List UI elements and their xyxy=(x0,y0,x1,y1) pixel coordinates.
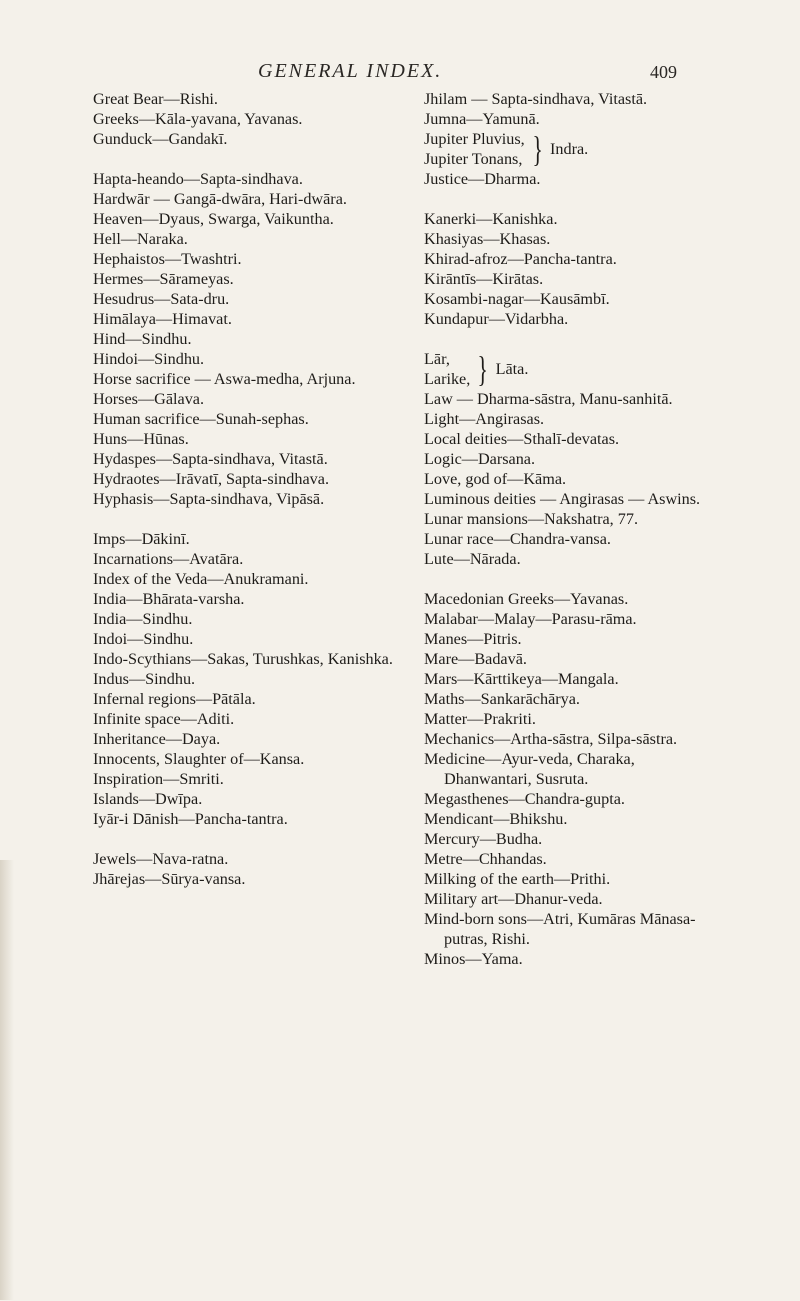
index-entry: Kirāntīs—Kirātas. xyxy=(424,270,544,288)
index-entry: Jupiter Tonans, xyxy=(424,150,523,168)
index-entry: Khasiyas—Khasas. xyxy=(424,230,551,248)
index-entry: Maths—Sankarāchārya. xyxy=(424,690,580,708)
index-entry: India—Sindhu. xyxy=(93,610,193,628)
index-entry: Mercury—Budha. xyxy=(424,830,543,848)
index-entry: Malabar—Malay—Parasu-rāma. xyxy=(424,610,637,628)
index-entry: Jewels—Nava-ratna. xyxy=(93,850,229,868)
index-entry: Inspiration—Smriti. xyxy=(93,770,224,788)
index-entry: Lār, xyxy=(424,350,450,368)
section-gap xyxy=(93,829,473,849)
bracket-target: Indra. xyxy=(550,140,589,158)
index-entry: Mechanics—Artha-sāstra, Silpa-sāstra. xyxy=(424,730,678,748)
index-entry: Law — Dharma-sāstra, Manu-sanhitā. xyxy=(424,390,673,408)
right-index-column xyxy=(424,89,714,969)
index-entry: Innocents, Slaughter of—Kansa. xyxy=(93,750,305,768)
index-entry: India—Bhārata-varsha. xyxy=(93,590,245,608)
index-entry: Indus—Sindhu. xyxy=(93,670,196,688)
index-entry: Larike, xyxy=(424,370,471,388)
bracket-target: Lāta. xyxy=(495,360,529,378)
index-entry: Jumna—Yamunā. xyxy=(424,110,540,128)
index-entry: Justice—Dharma. xyxy=(424,170,541,188)
index-entry: Kundapur—Vidarbha. xyxy=(424,310,569,328)
index-entry: Matter—Prakriti. xyxy=(424,710,536,728)
index-entry: Mars—Kārttikeya—Mangala. xyxy=(424,670,619,688)
section-gap xyxy=(424,329,714,349)
lar-bracket-group xyxy=(424,349,714,389)
index-entry: Hermes—Sārameyas. xyxy=(93,270,234,288)
index-entry: Huns—Hūnas. xyxy=(93,430,189,448)
index-entry: Megasthenes—Chandra-gupta. xyxy=(424,790,625,808)
index-entry: Index of the Veda—Anukramani. xyxy=(93,570,309,588)
index-entry: Horse sacrifice — Aswa-medha, Arjuna. xyxy=(93,370,356,388)
section-gap xyxy=(93,509,473,529)
index-entry: Luminous deities — Angirasas — Aswins. xyxy=(424,490,701,508)
section-gap xyxy=(93,149,473,169)
index-entry: Indoi—Sindhu. xyxy=(93,630,194,648)
index-entry: Infernal regions—Pātāla. xyxy=(93,690,256,708)
running-title: GENERAL INDEX. xyxy=(258,60,443,82)
section-gap xyxy=(424,569,714,589)
index-entry: Military art—Dhanur-veda. xyxy=(424,890,603,908)
index-entry: Gunduck—Gandakī. xyxy=(93,130,228,148)
index-entry: Kosambi-nagar—Kausāmbī. xyxy=(424,290,610,308)
index-entry: Hapta-heando—Sapta-sindhava. xyxy=(93,170,303,188)
index-entry: Islands—Dwīpa. xyxy=(93,790,203,808)
index-entry: Macedonian Greeks—Yavanas. xyxy=(424,590,629,608)
index-entry: Metre—Chhandas. xyxy=(424,850,547,868)
index-entry: Infinite space—Aditi. xyxy=(93,710,235,728)
index-entry: Greeks—Kāla-yavana, Yavanas. xyxy=(93,110,303,128)
index-entry: Incarnations—Avatāra. xyxy=(93,550,244,568)
index-entry: Hell—Naraka. xyxy=(93,230,188,248)
index-entry: Inheritance—Daya. xyxy=(93,730,221,748)
index-entry: Mind-born sons—Atri, Kumāras Mānasa-putras, Rishi. xyxy=(424,910,696,948)
index-entry: Mendicant—Bhikshu. xyxy=(424,810,568,828)
index-entry: Medicine—Ayur-veda, Charaka, Dhanwantari, Susruta. xyxy=(424,750,635,788)
index-entry: Hydaspes—Sapta-sindhava, Vitastā. xyxy=(93,450,328,468)
index-entry: Milking of the earth—Prithi. xyxy=(424,870,611,888)
index-entry: Manes—Pitris. xyxy=(424,630,522,648)
page-gutter-shadow xyxy=(0,860,14,1300)
index-entry: Minos—Yama. xyxy=(424,950,523,968)
index-entry: Hyphasis—Sapta-sindhava, Vipāsā. xyxy=(93,490,325,508)
left-index-column xyxy=(93,89,473,889)
index-entry: Hind—Sindhu. xyxy=(93,330,192,348)
index-entry: Great Bear—Rishi. xyxy=(93,90,218,108)
index-entry: Horses—Gālava. xyxy=(93,390,205,408)
index-entry: Hindoi—Sindhu. xyxy=(93,350,205,368)
page-header xyxy=(0,60,800,90)
index-entry: Human sacrifice—Sunah-sephas. xyxy=(93,410,309,428)
section-gap xyxy=(424,189,714,209)
brace-symbol: } xyxy=(477,349,489,389)
index-entry: Hardwār — Gangā-dwāra, Hari-dwāra. xyxy=(93,190,347,208)
index-entry: Lute—Nārada. xyxy=(424,550,521,568)
index-entry: Jupiter Pluvius, xyxy=(424,130,525,148)
index-entry: Mare—Badavā. xyxy=(424,650,527,668)
index-entry: Local deities—Sthalī-devatas. xyxy=(424,430,620,448)
index-entry: Himālaya—Himavat. xyxy=(93,310,232,328)
index-entry: Indo-Scythians—Sakas, Turushkas, Kanishka. xyxy=(93,650,393,668)
index-entry: Jhilam — Sapta-sindhava, Vitastā. xyxy=(424,90,648,108)
index-entry: Iyār-i Dānish—Pancha-tantra. xyxy=(93,810,288,828)
index-entry: Khirad-afroz—Pancha-tantra. xyxy=(424,250,617,268)
index-entry: Kanerki—Kanishka. xyxy=(424,210,558,228)
index-entry: Imps—Dākinī. xyxy=(93,530,190,548)
index-entry: Hesudrus—Sata-dru. xyxy=(93,290,230,308)
jupiter-bracket-group xyxy=(424,129,714,169)
index-entry: Love, god of—Kāma. xyxy=(424,470,567,488)
index-entry: Hydraotes—Irāvatī, Sapta-sindhava. xyxy=(93,470,329,488)
index-entry: Hephaistos—Twashtri. xyxy=(93,250,242,268)
index-entry: Jhārejas—Sūrya-vansa. xyxy=(93,870,246,888)
index-entry: Light—Angirasas. xyxy=(424,410,545,428)
index-entry: Heaven—Dyaus, Swarga, Vaikuntha. xyxy=(93,210,334,228)
brace-symbol: } xyxy=(532,129,543,169)
index-entry: Lunar mansions—Nakshatra, 77. xyxy=(424,510,638,528)
page-number: 409 xyxy=(650,62,677,82)
index-entry: Logic—Darsana. xyxy=(424,450,536,468)
index-entry: Lunar race—Chandra-vansa. xyxy=(424,530,611,548)
